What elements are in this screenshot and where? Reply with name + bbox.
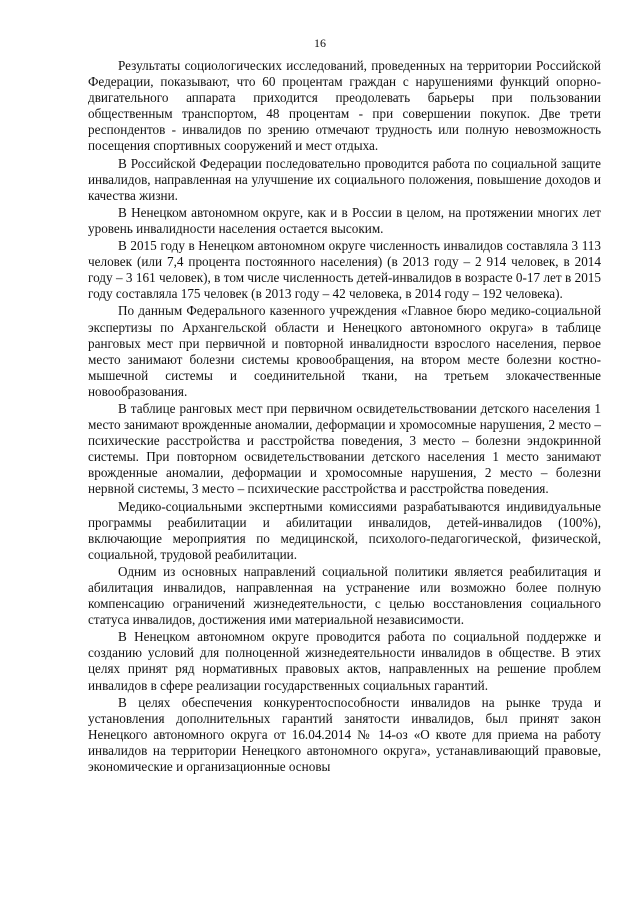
paragraph: По данным Федерального казенного учреждения «Главное бюро медико-социальной экспертизы по Архангельской области и Ненецкого автономного округа» в таблице ранговых мест при первичной и повторной инвалидности взрослого населения, первое место занимают болезни системы кровообращения, на втором месте болезни костно-мышечной системы и соединительной ткани, на третьем злокачественные новообразования. xyxy=(88,303,601,399)
paragraph: Результаты социологических исследований, проведенных на территории Российской Федерации, показывают, что 60 процентам граждан с нарушениями функций опорно-двигательного аппарата приходится преодолевать барьеры при пользовании общественным транспортом, 48 процентам - при совершении покупок. Две трети респондентов - инвалидов по зрению отмечают трудность или полную невозможность посещения спортивных сооружений и мест отдыха. xyxy=(88,58,601,154)
paragraph: В целях обеспечения конкурентоспособности инвалидов на рынке труда и установления дополнительных гарантий занятости инвалидов, был принят закон Ненецкого автономного округа от 16.04.2014 № 14-оз «О квоте для приема на работу инвалидов на территории Ненецкого автономного округа», устанавливающий правовые, экономические и организационные основы xyxy=(88,694,601,775)
paragraph: В 2015 году в Ненецком автономном округе численность инвалидов составляла 3 113 человек (или 7,4 процента постоянного населения) (в 2013 году – 2 914 человек, в 2014 году – 3 161 человек), в том числе численность детей-инвалидов в возрасте 0-17 лет в 2015 году составляла 175 человек (в 2013 году – 42 человека, в 2014 году – 192 человека). xyxy=(88,238,601,302)
paragraph: Одним из основных направлений социальной политики является реабилитация и абилитация инвалидов, направленная на устранение или возможно более полную компенсацию ограничений жизнедеятельности, с целью восстановления социального статуса инвалидов, достижения ими материальной независимости. xyxy=(88,563,601,628)
document-body xyxy=(88,58,601,776)
page-number: 16 xyxy=(314,36,326,50)
paragraph: Медико-социальными экспертными комиссиями разрабатываются индивидуальные программы реабилитации и абилитации инвалидов, детей-инвалидов (100%), включающие мероприятия по медицинской, психолого-педагогической, физической, социальной, трудовой реабилитации. xyxy=(88,498,601,562)
paragraph: В таблице ранговых мест при первичном освидетельствовании детского населения 1 место занимают врожденные аномалии, деформации и хромосомные нарушения, 2 место – психические расстройства и расстройства поведения, 3 место – болезни эндокринной системы. При повторном освидетельствовании детского населения 1 место занимают врожденные аномалии, деформации и хромосомные нарушения, 2 место – болезни нервной системы, 3 место – психические расстройства и расстройства поведения. xyxy=(88,400,601,497)
paragraph: В Российской Федерации последовательно проводится работа по социальной защите инвалидов, направленная на улучшение их социального положения, повышение доходов и качества жизни. xyxy=(88,155,601,203)
paragraph: В Ненецком автономном округе, как и в России в целом, на протяжении многих лет уровень инвалидности населения остается высоким. xyxy=(88,204,601,236)
paragraph: В Ненецком автономном округе проводится работа по социальной поддержке и созданию условий для полноценной жизнедеятельности инвалидов в обществе. В этих целях принят ряд нормативных правовых актов, направленных на решение проблем инвалидов в сфере реализации государственных социальных гарантий. xyxy=(88,629,601,693)
